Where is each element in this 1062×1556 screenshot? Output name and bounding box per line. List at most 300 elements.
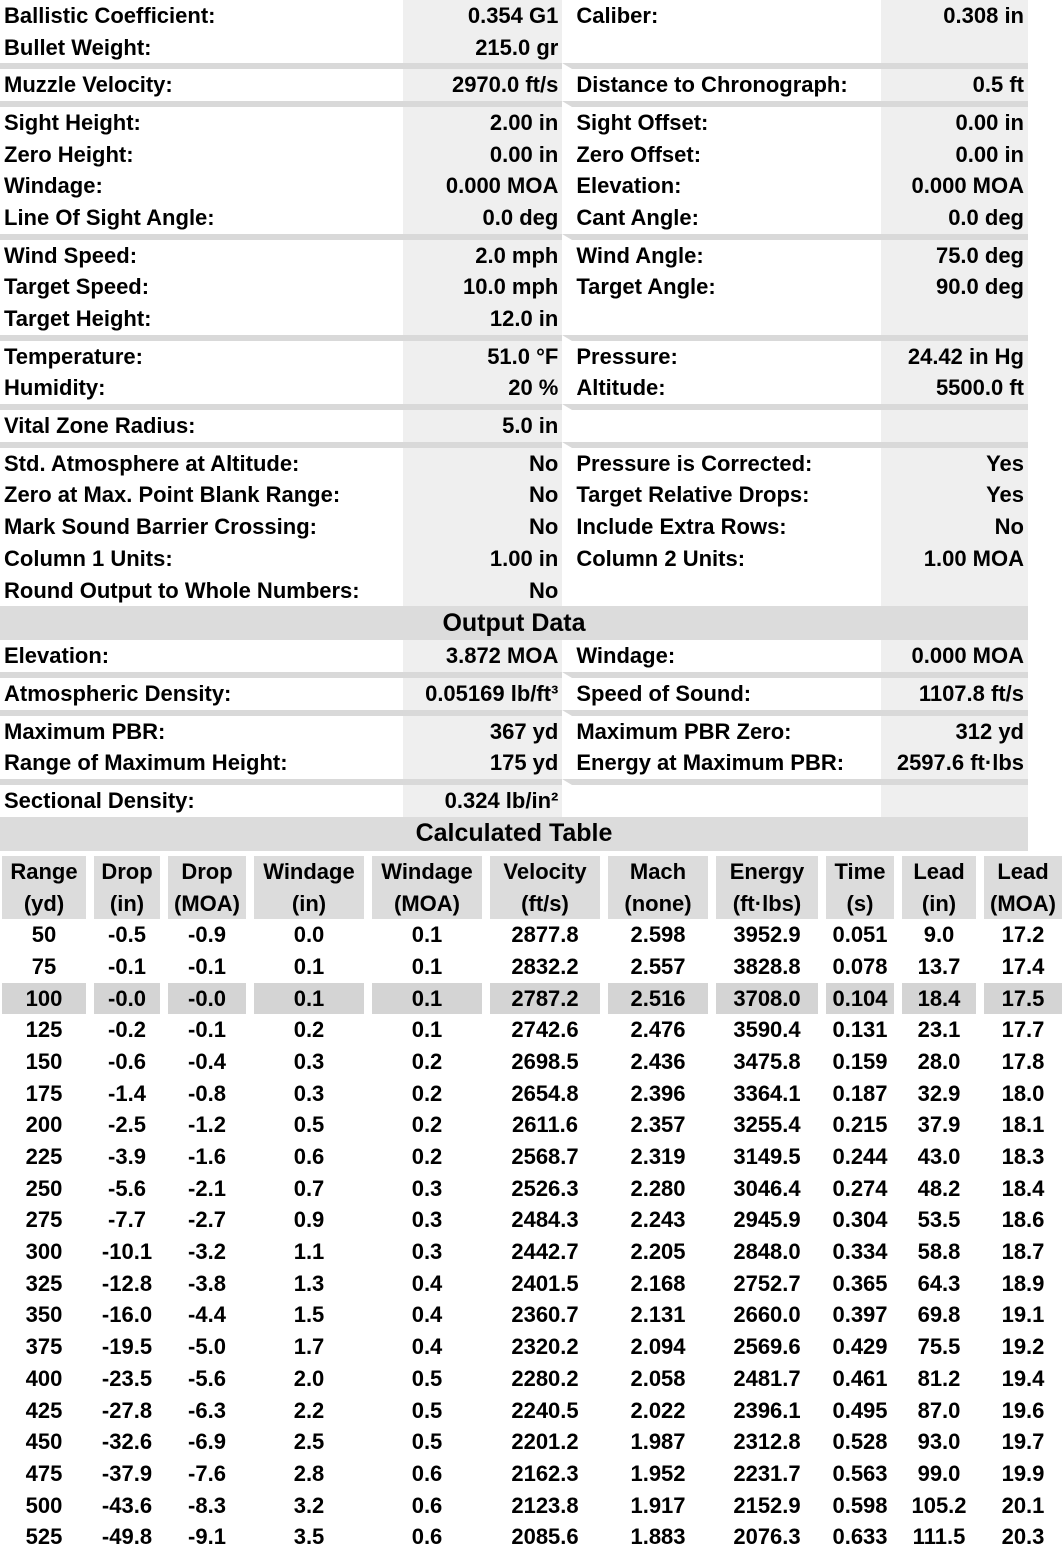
- table-row: [2, 1395, 1062, 1427]
- column-header-name: Windage: [372, 856, 490, 888]
- table-cell: 2085.6: [490, 1521, 608, 1553]
- table-row: [2, 951, 1062, 983]
- table-cell: 87.0: [902, 1395, 984, 1427]
- output-elevation-value: 3.872 MOA: [403, 640, 562, 672]
- target-angle-value: 90.0 deg: [881, 272, 1028, 304]
- table-cell: -0.1: [168, 1014, 254, 1046]
- table-cell: 475: [2, 1458, 94, 1490]
- include-extra-rows-value: No: [881, 511, 1028, 543]
- table-cell: 9.0: [902, 919, 984, 951]
- table-cell: 19.2: [984, 1331, 1062, 1363]
- target-relative-drops-label: Target Relative Drops:: [562, 480, 880, 512]
- maximum-pbr-zero-value: 312 yd: [881, 710, 1028, 748]
- table-cell: 2752.7: [716, 1268, 826, 1300]
- empty-cell: [881, 575, 1028, 607]
- column2-units-label: Column 2 Units:: [562, 543, 880, 575]
- table-cell: 3364.1: [716, 1078, 826, 1110]
- column-header-name: Drop: [94, 856, 168, 888]
- table-cell: 275: [2, 1205, 94, 1237]
- zero-height-value: 0.00 in: [403, 139, 562, 171]
- altitude-label: Altitude:: [562, 373, 880, 405]
- table-cell: -49.8: [94, 1521, 168, 1553]
- empty-cell: [881, 404, 1028, 442]
- table-cell: 19.1: [984, 1300, 1062, 1332]
- table-cell: 2152.9: [716, 1490, 826, 1522]
- table-cell: 18.4: [984, 1173, 1062, 1205]
- table-cell: 17.4: [984, 951, 1062, 983]
- table-cell: 3708.0: [716, 983, 826, 1015]
- table-cell: 3590.4: [716, 1014, 826, 1046]
- column-unit-row: [2, 888, 1062, 920]
- table-cell: 0.461: [826, 1363, 902, 1395]
- table-cell: 18.3: [984, 1141, 1062, 1173]
- table-cell: 1.917: [608, 1490, 716, 1522]
- row-vital-zone: [0, 404, 1028, 442]
- wind-angle-label: Wind Angle:: [562, 234, 880, 272]
- column-header-unit: (MOA): [984, 888, 1062, 920]
- empty-cell: [562, 303, 880, 335]
- table-cell: -0.9: [168, 919, 254, 951]
- row-std-atmosphere: [0, 442, 1028, 480]
- mark-sound-barrier-label: Mark Sound Barrier Crossing:: [0, 511, 403, 543]
- table-cell: 2654.8: [490, 1078, 608, 1110]
- table-cell: 0.495: [826, 1395, 902, 1427]
- table-cell: 50: [2, 919, 94, 951]
- column-header-unit: (in): [902, 888, 984, 920]
- column-header-unit: (ft/s): [490, 888, 608, 920]
- table-cell: 0.2: [372, 1046, 490, 1078]
- line-of-sight-angle-value: 0.0 deg: [403, 202, 562, 234]
- table-cell: 125: [2, 1014, 94, 1046]
- table-cell: 300: [2, 1236, 94, 1268]
- table-cell: 2568.7: [490, 1141, 608, 1173]
- sectional-density-label: Sectional Density:: [0, 779, 403, 817]
- column-header-unit: (none): [608, 888, 716, 920]
- table-cell: 3.5: [254, 1521, 372, 1553]
- table-cell: 2.319: [608, 1141, 716, 1173]
- table-cell: -3.9: [94, 1141, 168, 1173]
- table-cell: 2.357: [608, 1110, 716, 1142]
- table-cell: 0.159: [826, 1046, 902, 1078]
- zero-max-pbr-value: No: [403, 480, 562, 512]
- table-cell: -9.1: [168, 1521, 254, 1553]
- table-cell: 3255.4: [716, 1110, 826, 1142]
- table-cell: 0.4: [372, 1331, 490, 1363]
- vital-zone-radius-value: 5.0 in: [403, 404, 562, 442]
- table-cell: 18.6: [984, 1205, 1062, 1237]
- output-elevation-label: Elevation:: [0, 640, 403, 672]
- temperature-label: Temperature:: [0, 335, 403, 373]
- column-header-name: Energy: [716, 856, 826, 888]
- table-cell: 0.3: [372, 1205, 490, 1237]
- pressure-corrected-value: Yes: [881, 442, 1028, 480]
- table-cell: 0.4: [372, 1300, 490, 1332]
- wind-speed-value: 2.0 mph: [403, 234, 562, 272]
- empty-cell: [562, 404, 880, 442]
- row-zero-height: [0, 139, 1028, 171]
- table-cell: 375: [2, 1331, 94, 1363]
- table-cell: 18.7: [984, 1236, 1062, 1268]
- table-cell: 0.304: [826, 1205, 902, 1237]
- table-cell: 18.1: [984, 1110, 1062, 1142]
- table-cell: 2312.8: [716, 1426, 826, 1458]
- row-target-speed: [0, 272, 1028, 304]
- table-cell: 2.557: [608, 951, 716, 983]
- table-cell: 2231.7: [716, 1458, 826, 1490]
- row-range-max-height: [0, 747, 1028, 779]
- speed-of-sound-label: Speed of Sound:: [562, 672, 880, 710]
- table-cell: -16.0: [94, 1300, 168, 1332]
- table-cell: 0.1: [372, 919, 490, 951]
- table-cell: 2.168: [608, 1268, 716, 1300]
- table-cell: 2526.3: [490, 1173, 608, 1205]
- row-muzzle-velocity: [0, 63, 1028, 101]
- table-row: [2, 1363, 1062, 1395]
- table-row: [2, 1490, 1062, 1522]
- table-cell: -0.8: [168, 1078, 254, 1110]
- table-row: [2, 1014, 1062, 1046]
- table-cell: -0.2: [94, 1014, 168, 1046]
- calculated-table-heading: Calculated Table: [0, 817, 1028, 851]
- table-cell: 0.6: [254, 1141, 372, 1173]
- table-cell: 0.078: [826, 951, 902, 983]
- table-cell: -6.9: [168, 1426, 254, 1458]
- table-cell: 0.429: [826, 1331, 902, 1363]
- table-row: [2, 1236, 1062, 1268]
- table-cell: 2.094: [608, 1331, 716, 1363]
- humidity-value: 20 %: [403, 373, 562, 405]
- row-out-elevation: [0, 640, 1028, 672]
- table-cell: 2076.3: [716, 1521, 826, 1553]
- row-maximum-pbr: [0, 710, 1028, 748]
- table-cell: 0.1: [372, 1014, 490, 1046]
- round-output-label: Round Output to Whole Numbers:: [0, 575, 403, 607]
- windage-value: 0.000 MOA: [403, 170, 562, 202]
- include-extra-rows-label: Include Extra Rows:: [562, 511, 880, 543]
- table-cell: 19.4: [984, 1363, 1062, 1395]
- empty-cell: [881, 779, 1028, 817]
- table-cell: 19.6: [984, 1395, 1062, 1427]
- column-header-name: Mach: [608, 856, 716, 888]
- sight-offset-value: 0.00 in: [881, 101, 1028, 139]
- table-cell: -1.6: [168, 1141, 254, 1173]
- table-cell: 0.5: [372, 1395, 490, 1427]
- maximum-pbr-label: Maximum PBR:: [0, 710, 403, 748]
- table-row: [2, 1141, 1062, 1173]
- table-cell: 225: [2, 1141, 94, 1173]
- table-cell: 17.2: [984, 919, 1062, 951]
- table-cell: 0.1: [254, 983, 372, 1015]
- table-cell: 2787.2: [490, 983, 608, 1015]
- table-cell: 3475.8: [716, 1046, 826, 1078]
- table-cell: 0.3: [254, 1078, 372, 1110]
- altitude-value: 5500.0 ft: [881, 373, 1028, 405]
- table-cell: 0.7: [254, 1173, 372, 1205]
- column-name-row: [2, 856, 1062, 888]
- table-cell: 0.2: [372, 1110, 490, 1142]
- table-cell: 0.0: [254, 919, 372, 951]
- table-cell: 20.1: [984, 1490, 1062, 1522]
- table-cell: 0.5: [254, 1110, 372, 1142]
- table-cell: 2201.2: [490, 1426, 608, 1458]
- column1-units-value: 1.00 in: [403, 543, 562, 575]
- table-cell: 2945.9: [716, 1205, 826, 1237]
- sight-height-label: Sight Height:: [0, 101, 403, 139]
- table-cell: 23.1: [902, 1014, 984, 1046]
- sight-height-value: 2.00 in: [403, 101, 562, 139]
- table-cell: -8.3: [168, 1490, 254, 1522]
- distance-to-chronograph-label: Distance to Chronograph:: [562, 63, 880, 101]
- ballistic-coefficient-value: 0.354 G1: [403, 0, 562, 32]
- table-cell: 2.131: [608, 1300, 716, 1332]
- column-header-name: Time: [826, 856, 902, 888]
- calculated-table-body: [2, 919, 1062, 1553]
- empty-cell: [562, 32, 880, 64]
- table-cell: 43.0: [902, 1141, 984, 1173]
- table-cell: -27.8: [94, 1395, 168, 1427]
- table-cell: 0.6: [372, 1521, 490, 1553]
- table-cell: 0.5: [372, 1426, 490, 1458]
- atmospheric-density-label: Atmospheric Density:: [0, 672, 403, 710]
- table-cell: -4.4: [168, 1300, 254, 1332]
- atmospheric-density-value: 0.05169 lb/ft³: [403, 672, 562, 710]
- std-atmosphere-label: Std. Atmosphere at Altitude:: [0, 442, 403, 480]
- table-row: [2, 1458, 1062, 1490]
- table-cell: -7.6: [168, 1458, 254, 1490]
- pressure-label: Pressure:: [562, 335, 880, 373]
- table-cell: 17.8: [984, 1046, 1062, 1078]
- muzzle-velocity-value: 2970.0 ft/s: [403, 63, 562, 101]
- mark-sound-barrier-value: No: [403, 511, 562, 543]
- row-los-angle: [0, 202, 1028, 234]
- table-cell: 0.563: [826, 1458, 902, 1490]
- muzzle-velocity-label: Muzzle Velocity:: [0, 63, 403, 101]
- table-cell: 175: [2, 1078, 94, 1110]
- table-cell: 48.2: [902, 1173, 984, 1205]
- table-cell: 1.5: [254, 1300, 372, 1332]
- table-cell: 2.2: [254, 1395, 372, 1427]
- table-cell: 2484.3: [490, 1205, 608, 1237]
- table-cell: 2698.5: [490, 1046, 608, 1078]
- table-cell: -0.1: [94, 951, 168, 983]
- table-cell: 0.6: [372, 1458, 490, 1490]
- table-cell: 3828.8: [716, 951, 826, 983]
- table-cell: -37.9: [94, 1458, 168, 1490]
- row-column-units: [0, 543, 1028, 575]
- table-cell: 2.0: [254, 1363, 372, 1395]
- table-cell: -43.6: [94, 1490, 168, 1522]
- row-wind-speed: [0, 234, 1028, 272]
- table-cell: 111.5: [902, 1521, 984, 1553]
- table-cell: 0.365: [826, 1268, 902, 1300]
- table-row: [2, 1173, 1062, 1205]
- table-cell: 2360.7: [490, 1300, 608, 1332]
- row-windage: [0, 170, 1028, 202]
- table-cell: 525: [2, 1521, 94, 1553]
- ballistic-coefficient-label: Ballistic Coefficient:: [0, 0, 403, 32]
- sight-offset-label: Sight Offset:: [562, 101, 880, 139]
- table-row: [2, 1268, 1062, 1300]
- table-cell: 0.274: [826, 1173, 902, 1205]
- table-cell: 0.633: [826, 1521, 902, 1553]
- speed-of-sound-value: 1107.8 ft/s: [881, 672, 1028, 710]
- energy-max-pbr-value: 2597.6 ft·lbs: [881, 747, 1028, 779]
- column-header-name: Windage: [254, 856, 372, 888]
- table-cell: 2401.5: [490, 1268, 608, 1300]
- table-cell: -0.4: [168, 1046, 254, 1078]
- table-cell: 500: [2, 1490, 94, 1522]
- range-max-height-label: Range of Maximum Height:: [0, 747, 403, 779]
- table-row: [2, 1205, 1062, 1237]
- table-cell: -1.4: [94, 1078, 168, 1110]
- table-cell: 0.2: [254, 1014, 372, 1046]
- table-cell: -23.5: [94, 1363, 168, 1395]
- caliber-value: 0.308 in: [881, 0, 1028, 32]
- table-cell: -0.5: [94, 919, 168, 951]
- table-cell: 0.244: [826, 1141, 902, 1173]
- table-cell: -2.5: [94, 1110, 168, 1142]
- zero-offset-label: Zero Offset:: [562, 139, 880, 171]
- table-cell: 2320.2: [490, 1331, 608, 1363]
- table-cell: 2832.2: [490, 951, 608, 983]
- table-cell: 2742.6: [490, 1014, 608, 1046]
- table-cell: 2240.5: [490, 1395, 608, 1427]
- windage-label: Windage:: [0, 170, 403, 202]
- row-atmospheric-density: [0, 672, 1028, 710]
- table-cell: 2280.2: [490, 1363, 608, 1395]
- column-header-unit: (in): [94, 888, 168, 920]
- table-cell: -6.3: [168, 1395, 254, 1427]
- maximum-pbr-value: 367 yd: [403, 710, 562, 748]
- table-cell: -0.6: [94, 1046, 168, 1078]
- table-row: [2, 1110, 1062, 1142]
- table-cell: 0.528: [826, 1426, 902, 1458]
- table-cell: -7.7: [94, 1205, 168, 1237]
- table-cell: 75.5: [902, 1331, 984, 1363]
- table-cell: 2.022: [608, 1395, 716, 1427]
- elevation-label: Elevation:: [562, 170, 880, 202]
- column-header-unit: (in): [254, 888, 372, 920]
- wind-speed-label: Wind Speed:: [0, 234, 403, 272]
- table-cell: -2.1: [168, 1173, 254, 1205]
- table-cell: 3046.4: [716, 1173, 826, 1205]
- row-zero-max-pbr: [0, 480, 1028, 512]
- table-cell: 2.280: [608, 1173, 716, 1205]
- table-row: [2, 919, 1062, 951]
- empty-cell: [881, 32, 1028, 64]
- table-cell: 150: [2, 1046, 94, 1078]
- table-cell: 2611.6: [490, 1110, 608, 1142]
- row-target-height: [0, 303, 1028, 335]
- line-of-sight-angle-label: Line Of Sight Angle:: [0, 202, 403, 234]
- table-cell: 69.8: [902, 1300, 984, 1332]
- table-cell: 0.2: [372, 1141, 490, 1173]
- table-cell: 2660.0: [716, 1300, 826, 1332]
- output-data-header-row: [0, 606, 1028, 640]
- table-cell: -19.5: [94, 1331, 168, 1363]
- table-cell: 0.131: [826, 1014, 902, 1046]
- empty-cell: [881, 303, 1028, 335]
- table-cell: 19.9: [984, 1458, 1062, 1490]
- table-cell: 2.396: [608, 1078, 716, 1110]
- table-cell: 2.8: [254, 1458, 372, 1490]
- table-cell: 17.5: [984, 983, 1062, 1015]
- table-cell: 425: [2, 1395, 94, 1427]
- output-windage-value: 0.000 MOA: [881, 640, 1028, 672]
- table-cell: 2.243: [608, 1205, 716, 1237]
- table-cell: 18.9: [984, 1268, 1062, 1300]
- table-cell: 1.987: [608, 1426, 716, 1458]
- table-cell: 93.0: [902, 1426, 984, 1458]
- elevation-value: 0.000 MOA: [881, 170, 1028, 202]
- table-cell: 1.883: [608, 1521, 716, 1553]
- table-cell: 2.058: [608, 1363, 716, 1395]
- table-cell: 2848.0: [716, 1236, 826, 1268]
- table-cell: 19.7: [984, 1426, 1062, 1458]
- calculated-table-header-row: [0, 817, 1028, 851]
- table-row: [2, 1046, 1062, 1078]
- row-sound-barrier: [0, 511, 1028, 543]
- table-cell: -3.2: [168, 1236, 254, 1268]
- output-windage-label: Windage:: [562, 640, 880, 672]
- table-cell: 0.6: [372, 1490, 490, 1522]
- zero-offset-value: 0.00 in: [881, 139, 1028, 171]
- bullet-weight-label: Bullet Weight:: [0, 32, 403, 64]
- table-cell: -32.6: [94, 1426, 168, 1458]
- table-cell: 2123.8: [490, 1490, 608, 1522]
- table-cell: -5.6: [94, 1173, 168, 1205]
- vital-zone-radius-label: Vital Zone Radius:: [0, 404, 403, 442]
- table-cell: -1.2: [168, 1110, 254, 1142]
- table-cell: 20.3: [984, 1521, 1062, 1553]
- table-cell: 0.3: [372, 1236, 490, 1268]
- column-header-name: Range: [2, 856, 94, 888]
- row-bullet-weight: [0, 32, 1028, 64]
- row-bc-caliber: [0, 0, 1028, 32]
- table-cell: 58.8: [902, 1236, 984, 1268]
- zero-height-label: Zero Height:: [0, 139, 403, 171]
- table-cell: 250: [2, 1173, 94, 1205]
- table-cell: 3149.5: [716, 1141, 826, 1173]
- column-header-unit: (s): [826, 888, 902, 920]
- table-cell: 0.3: [372, 1173, 490, 1205]
- table-cell: 64.3: [902, 1268, 984, 1300]
- row-sight-height: [0, 101, 1028, 139]
- column-header-unit: (ft·lbs): [716, 888, 826, 920]
- target-speed-value: 10.0 mph: [403, 272, 562, 304]
- table-cell: 81.2: [902, 1363, 984, 1395]
- table-row: [2, 1300, 1062, 1332]
- table-cell: 2.5: [254, 1426, 372, 1458]
- table-cell: -0.0: [168, 983, 254, 1015]
- table-cell: 37.9: [902, 1110, 984, 1142]
- table-cell: 3952.9: [716, 919, 826, 951]
- sectional-density-value: 0.324 lb/in²: [403, 779, 562, 817]
- table-cell: 0.104: [826, 983, 902, 1015]
- energy-max-pbr-label: Energy at Maximum PBR:: [562, 747, 880, 779]
- table-cell: 350: [2, 1300, 94, 1332]
- table-cell: 2396.1: [716, 1395, 826, 1427]
- table-cell: 2.598: [608, 919, 716, 951]
- table-cell: 0.187: [826, 1078, 902, 1110]
- table-row: [2, 1426, 1062, 1458]
- table-cell: -5.6: [168, 1363, 254, 1395]
- table-cell: -3.8: [168, 1268, 254, 1300]
- table-cell: 100: [2, 983, 94, 1015]
- table-cell: 1.1: [254, 1236, 372, 1268]
- table-cell: 28.0: [902, 1046, 984, 1078]
- table-cell: 1.7: [254, 1331, 372, 1363]
